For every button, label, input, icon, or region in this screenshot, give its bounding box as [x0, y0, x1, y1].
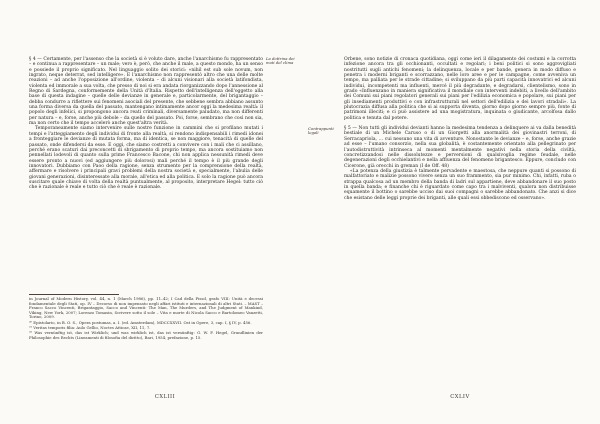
paragraph: § 4 — Certamente, per l'assenso che la società si è voluto dare, anche l'anarchismo fu rappresentato – e continua a rappresentare – un male; vero è, però, che anche il male, a questo mondo, ha un senso e possiede il proprio significato. Nel linguaggio solito dei storici: «nihil est sub sole novum, non ingrato, neque deterrat, sed intelligere». E l'anarchismo non rappresentò altro che una delle molte reazioni – ad anche l'opposizione all'ordine, violenta – di alcuni visionari alla società latifondista, violenta ed immorale a sua volta, che presso di noi si era andata riorganizzando dopo l'annessione al Regno di Sardegna, conformemente della Unità d'Italia. Rispetto dell'intelligenza dell'oggetto alla base di questa indagine – quelle delle devianze in generale e, particolarmente, del brigantaggio – debba condurre a riflettere sui fenomeni asociali del presente, che sebbene sembra abbiano assunto una forma diversa da quella del passato, mantengano intimamente ancor oggi la medesima realtà: il popolo degli infelici, si propongono ancora reati criminali, diversamente paludato, ma non differenti per natura – e, forse, anche più debole – da quello del passato. Poi, forse, sembrano che così non sia, ma non certo che il tempo accelerò anche quest'altra verità.: [29, 57, 263, 127]
right-body-text: [344, 57, 576, 201]
footnote-rule: [29, 294, 119, 295]
footnotes: [29, 297, 263, 341]
left-body-text: [29, 57, 263, 191]
page-number: CXLIV: [450, 394, 470, 400]
footnote: ⁵⁰ Epistolario, in B. O. S., Opera postumas, a. I. (ed. Amsterdam), MDCCXXVII. Ost in Opere, 3, cap. I, § IV, p. 456.: [29, 319, 252, 325]
paragraph: § 5 — Non tutti gli individui devianti hanno la medesima tendenza a delinquere ai va dalla benedità bestiale di un Michele Caruso o di un Giorgetti alla anormalità dei giovinastri terroni, di Serracapriola, … cui nessuno una vita di avventure. Nonostante le devianze – e, forse, anche grazie ad esse – l'umano consorzio, nella sua globalità, è costantemente orientato alla pellegrinato per l'autodistruttività intrinseca al momenti mentalmente negativi nella storia della civiltà, concretizzandosi nelle dissolutezze e perversioni di qualsivoglia regime feudale, nelle degenerazioni degli occhielantivi e nella affluenza del fenomeno brigantesco. Eppure, concludo con Cicerone, già orecchi in greman (I de Off. 48): [344, 126, 576, 169]
right-page: [300, 0, 600, 424]
footnote: ⁵¹ Veritas temporis filia: Aulo Gellio, Noctes Atticae, XII, 11, 7.: [29, 324, 151, 330]
marginal-note: La dottrina dei moti del clima: [266, 56, 295, 66]
paragraph: Temporaneamente siamo intervenire sulle nostre funzione in cammini che si profilano mutati i tempi e l'atteggiamento degli individui di fronte alla realtà, si rendono indispensabili i rimedi idonei a fronteggiare le devianze di mutata forma, ma di identica, se non maggiore, tenacità di quelle del passato, onde difendersi da esse. E oggi, che siamo costretti a convivere con i mali che ci assillano, perché erano scaturi dai preconcetti di sbrigamento di proprio tempo, ma ancora sostituiamo non pennellati lodevoli di quanto sulla prime Francesco Bacone, chi non applica nessunità rimedi deve essere pronto a nuovi (ed aggiungere più dolorosi) mali perché il tempo è il più grande degli innovatori. Dubbiamo con Paoo della ragione, senza strumento per la comprensione della realtà, affermare e risolvere i principali gravi problemi della nostra società e, specialmente, l'abulia delle giovani generazioni, disinteressate alla morale, all'etica ed alla politica. E solo la ragione può ancora suscitare quale chiave di volta della realtà puntualmente, al proposito, interpretare Hegel: tutto ciò che è razionale è reale e tutto ciò che è reale è razionale.: [29, 126, 263, 191]
page-number: CXLIII: [154, 394, 176, 400]
footnote: in Journal of Modern History, vol. 44, n. 1 (March 1986), pp. 11–42; I Cad della Fissd, grafo VIII: Unità e decessi fondamentale degli Stati, op. IV – Decorso di non impensato negli affari istituti e internazionali di altri Stati. – MAST – Franco Sacco Vincenti, Brigantaggio, Sacco and Vincenti: The Man, The Murders, and The Judgment of Mankind, Viking, New York, 2007; Lorenzo Tomasin, Scrivere sotto il sole – Vita e morte di Nicola Sacco e Bartolomeo Vanzetti, Torino, 2009.: [29, 296, 263, 320]
paragraph: «La potenza della giustizia è talmente pervadente e maestosa, che neppure quanti si possono di malfattoriato e malizie possono vivere senza un suo frammento, sia pur minimo. Chi, infatti, ruba o strappa qualcosa ad un membro della banda di ladri sul appartiene, deve abbandonare il suo posto in quella banda; e finanche chi è riguardato come capo tra i malviventi, qualora non distribuisse equamente il bottino o sarebbe ucciso dai suoi compagni o sarebbe abbandonato. Che anzi si dice che esistano delle leggi proprie dei briganti, alle quali essi obbediscono ed osservano».: [344, 168, 576, 201]
marginal-note: Contrappunti legali: [308, 126, 334, 136]
footnote: ⁵² Was vernünftig ist, das ist Wirklich; und was wirklich ist, das ist vernünftig: G. W. F. Hegel, Grundlinien der Philosophie des Rechts (Lineamenti di filosofia del diritto), Bari, 1954, prefazione, p. 15.: [29, 329, 263, 340]
paragraph: Orbene, sono notizie di cronaca quotidiana, oggi come ieri il dilagamento dei costumi e la corrotta infezione ancora tra gli occhionanti, occultati e regolari; i beni politici si sono aggrovigliati nostritutti sugli antichi fenomeni; la delinquenza, locale e per bande, genera in modo diffuso e penetra i moderni briganti e scorrazzano, nelle loro aree e per le campagne, come avveniva un tempo, ma palliata per le strade cittadine; si sviluppano da più parti capacità innovatrici ed alcuni individui, incompetenti ma influenti, mercé il più degradante, e degradarsi, clientelismo, sono in grado «Influenzano in maniera significativa il mondiale con interventi indebiti, a livello dell'ambito dei Comuni sui piani regolatori generali sui piani per l'edilizia economica e popolare, sui piani per gli insediamenti produttivi e con infrastrutturali nel settori dell'edilizia e dei lavori stradali». La plutocrazia diffusa alla politica che si ai supporta diventa, giorno dopo giorno sempre più, fonte di patrimoni illeciti; e ci può assistere ad una mogistratura, inquinata o giudicante, arcolfosa dallo politica e tenuta dal potere.: [344, 57, 576, 121]
